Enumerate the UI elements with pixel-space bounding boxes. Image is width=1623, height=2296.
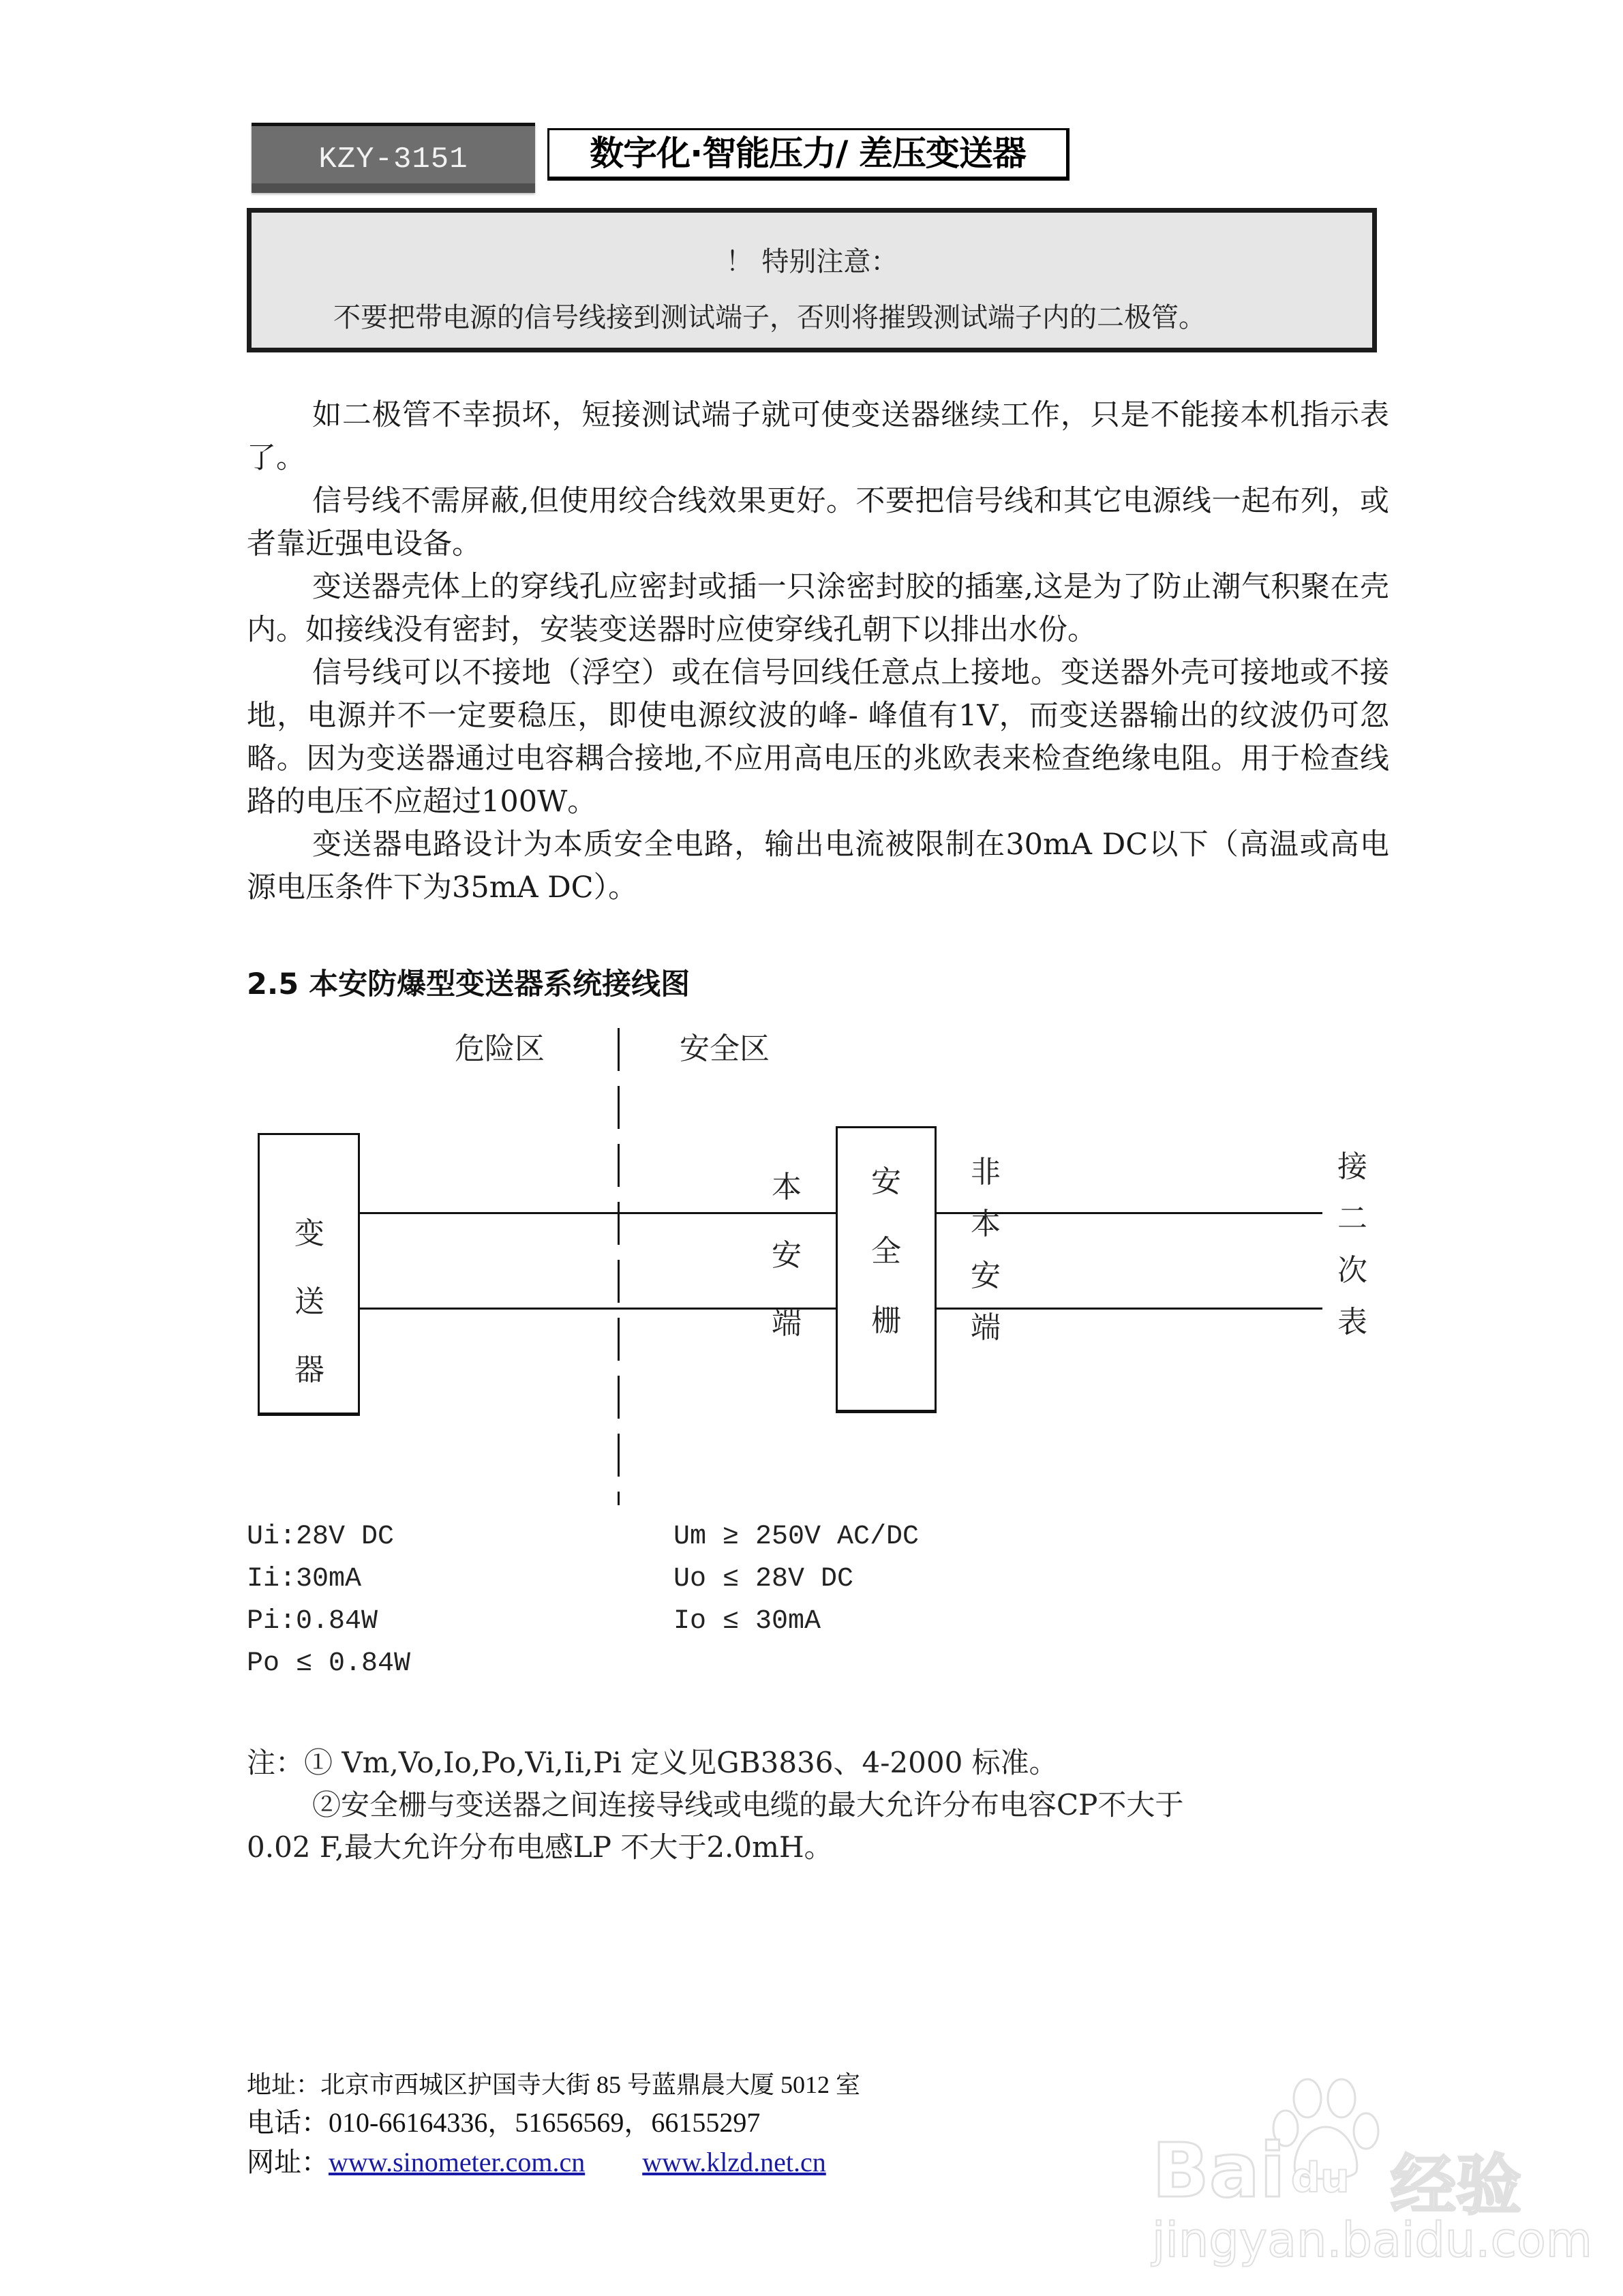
param-ui: Ui:28V DC (247, 1522, 395, 1552)
param-um: Um ≥ 250V AC/DC (673, 1522, 920, 1552)
document-title: 数字化·智能压力/ 差压变送器 (547, 128, 1070, 181)
param-ii: Ii:30mA (247, 1564, 362, 1595)
signal-wire-top (360, 1212, 836, 1214)
watermark-cn: 经验 (1391, 2147, 1521, 2224)
paragraph: 信号线不需屏蔽,但使用绞合线效果更好。不要把信号线和其它电源线一起布列，或者靠近强电设备。 (247, 484, 1389, 561)
footer-phone: 电话：010-66164336，51656569，66155297 (247, 2107, 761, 2138)
note-2-line-2: 0.02 F,最大允许分布电感LP 不大于2.0mH。 (247, 1830, 833, 1864)
zone-safe-label: 安全区 (680, 1031, 770, 1066)
footer-address: 地址：北京市西城区护国寺大街 85 号蓝鼎晨大厦 5012 室 (247, 2071, 861, 2098)
zone-divider (618, 1028, 620, 1505)
intrinsic-side-label: 本 安 端 (772, 1170, 802, 1341)
transmitter-label: 变 送 器 (294, 1216, 324, 1387)
param-io: Io ≤ 30mA (673, 1606, 821, 1637)
watermark-brand: Bai (1152, 2127, 1286, 2214)
baidu-watermark (1152, 2059, 1592, 2268)
paragraph: 如二极管不幸损坏，短接测试端子就可使变送器继续工作，只是不能接本机指示表了。 (247, 398, 1389, 475)
paragraph: 变送器壳体上的穿线孔应密封或插一只涂密封胶的插塞,这是为了防止潮气积聚在壳内。如接线没有密封，安装变送器时应使穿线孔朝下以排出水份。 (247, 570, 1389, 647)
param-pi: Pi:0.84W (247, 1606, 378, 1637)
non-intrinsic-side-label: 非 本 安 端 (971, 1155, 1001, 1345)
warning-box (247, 208, 1377, 352)
signal-wire-bottom (360, 1308, 836, 1310)
paragraph: 信号线可以不接地（浮空）或在信号回线任意点上接地。变送器外壳可接地或不接地，电源并不一定要稳压，即使电源纹波的峰- 峰值有1V，而变送器输出的纹波仍可忽略。因为变送器通过电容耦合接地,不应用高电压的兆欧表来检查绝缘电阻。用于检查线路的电压不应超过100W。 (247, 656, 1389, 819)
barrier-label: 安 全 栅 (871, 1164, 901, 1338)
warning-text: 不要把带电源的信号线接到测试端子，否则将摧毁测试端子内的二极管。 (333, 302, 1206, 333)
secondary-instrument-label: 接 二 次 表 (1337, 1149, 1367, 1340)
param-uo: Uo ≤ 28V DC (673, 1564, 854, 1595)
link-klzd[interactable]: www.klzd.net.cn (642, 2147, 826, 2177)
watermark-url: jingyan.baidu.com (1152, 2212, 1592, 2268)
paragraph: 变送器电路设计为本质安全电路，输出电流被限制在30mA DC以下（高温或高电源电压条件下为35mA DC）。 (247, 828, 1389, 905)
web-label: 网址： (247, 2147, 329, 2177)
model-badge (252, 123, 535, 193)
warning-title: ！ 特别注意： (725, 246, 898, 277)
watermark-du: du (1291, 2154, 1350, 2202)
param-po: Po ≤ 0.84W (247, 1648, 411, 1679)
section-heading: 2.5 本安防爆型变送器系统接线图 (247, 967, 691, 1001)
note-2-line-1: ②安全栅与变送器之间连接导线或电缆的最大允许分布电容CP不大于 (312, 1788, 1184, 1822)
footer-web (247, 2141, 826, 2179)
zone-hazard-label: 危险区 (455, 1031, 545, 1066)
note-1: 注：① Vm,Vo,Io,Po,Vi,Ii,Pi 定义见GB3836、4-2000 标准。 (247, 1746, 1058, 1779)
wiring-diagram (247, 1016, 1406, 1513)
model-number: KZY-3151 (318, 142, 468, 177)
link-sinometer[interactable]: www.sinometer.com.cn (329, 2147, 586, 2177)
